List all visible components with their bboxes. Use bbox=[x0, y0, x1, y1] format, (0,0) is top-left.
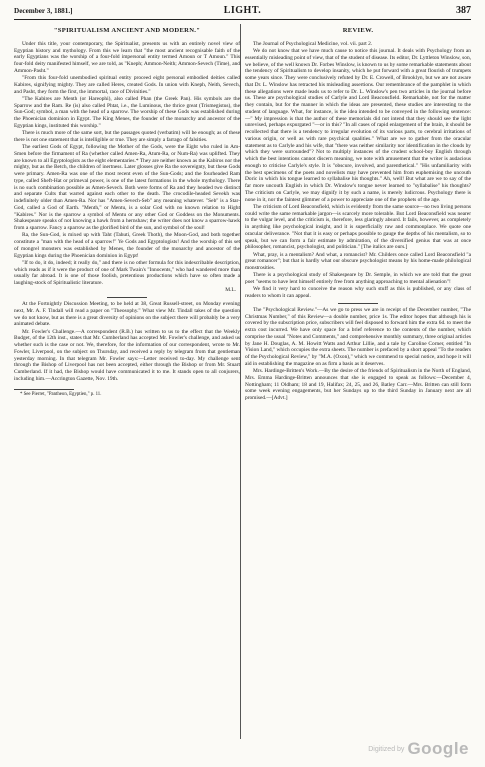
section-separator bbox=[338, 303, 378, 304]
news-note: Mr. Fowler's Challenge.—A correspondent (R.B.) has written to us to the effect that the Weekly Budget, of the 12th inst., states that Mr. Cumberland has accepted Mr. Fowler's challenge, and asked us whether such is the case or not. We, therefore, for the information of our correspondent, wrote to Mr. Fowler, Liverpool, on the subject on Thursday, and received a reply by telegram from that gentleman yesterday morning. In that telegram Mr. Fowler says:—Letter received to-day. My challenge sent through the Bishop of Liverpool has not been accepted, either through the Bishop or from Mr. Stuart Cumberland. If it had, the Bishop would have communicated it to me. It stands open to all conjurers, including him.—Accrington Gazette, Nov. 19th. bbox=[14, 328, 240, 382]
publication-title: LIGHT. bbox=[223, 5, 262, 16]
footnote: * See Pierret, "Pantheon, Egyptien," p. 11. bbox=[20, 391, 102, 397]
right-column bbox=[245, 24, 471, 402]
article-paragraph: Under this title, your contemporary, the Spiritualist, presents us with an entirely novel view of Egyptian history and mythology. From this we learn that "the most ancient recognisable faith of the early Egyptians was the worship of a four-fold impersonal entity termed Amoun or T Amoun." This four-fold deity manifested himself, we are told, as "Kneph; Ammon-Neith; Ammon-Sevech (Time), and Ammon-Pasht." bbox=[14, 40, 240, 74]
header-rule bbox=[14, 19, 471, 20]
left-column bbox=[14, 24, 240, 399]
news-note: At the Fortnightly Discussion Meeting, to be held at 38, Great Russell-street, on Monday evening next, Mr. A. F. Tindall will read a paper on "Theosophy." What view Mr. Tindall takes of the question we do not know, but as there is a great diversity of opinions on the subject there will probably be a very animated debate. bbox=[14, 301, 240, 328]
column-divider bbox=[240, 24, 241, 739]
article-paragraph: "If to do, it do, indeed; it really do," and there is no other formula for this indescribable description, which reads as if it were the product of one of Mark Twain's "Innocents," who had wandered more than usually far abroad. It is one of those foolish, pretentious productions which have so often made a laughing-stock of Spiritualistic literature. bbox=[14, 259, 240, 286]
watermark-brand: Google bbox=[407, 739, 469, 758]
review-paragraph: We do not know that we have much cause to notice this journal. It deals with Psychology from an essentially misleading point of view, that of the student of disease. Its editor, Dr. Lyttleton Winslow, son, we believe, of the well known Dr. Forbes Winslow, is known to us by some remarkable statements about the tendency of Spiritualism to develop insanity, which he put forward with a great flourish of trumpets some years since. They were conclusively refuted by Dr. E. Crowell, of Brooklyn, but we are not aware that Dr. L. Winslow has retracted his misleading assertions. Our remembrance of the pamphlet in which these allegations were made leads us to refer to Dr. L. Winslow's pen two articles in the journal before us. These are psychological studies of Carlyle and Lord Beaconsfield. Remarkable, not for the matter they contain, but for the manner in which the ideas are presented, these studies are interesting to the student of language. What, for instance, is the idea intended to be conveyed in the following sentence:—" My impression is that the author of these memorials did not intend that they should see the light unrevised, perhaps expurgated "—or in this? "In all cases of rapid enlargement of the brain, it should be recollected that there is a tendency to irregular evolution of its various parts, to cerebral irritations of various origin, or well as with rare psychical qualities." What are we to gather from the oracular statement as to Carlyle and his wife, that "there was neither similarity nor identification in the clouds by which they were surrounded"? Not to multiply instances of the crudest school-boy English through which the best intentions cannot discern meaning, we note with amusement that the writer is audacious enough to criticise Carlyle's style. It is "obscure, involved, and parenthetical." "His unfamiliarity with the best specimens of the poets and novelists may have prevented him from euphemising the uncouth Doric in which his tongue learned to syllabalise his thoughts." Ah, well! But what are we to say of the far more uncouth English in which Dr. Winslow's tongue never learned to "syllabalise" his thoughts? The criticism on Carlyle, we may dignify it by such a name, is merely ludicrous. Psychology there is none in it, nor the faintest glimmer of a power to appreciate one of the prophets of the age. bbox=[245, 48, 471, 203]
review-paragraph: The Journal of Psychological Medicine, vol. vii. part 2. bbox=[253, 40, 373, 47]
news-note: The "Psychological Review."—As we go to press we are in receipt of the December number, "The Christmas Number," of this Review—a double number, price 1s. The editor hopes that although his is covered by the subscription price, subscribers will feel disposed to forward him the extra 6d. to meet the extra cost incurred. We have only space for a brief reference to the contents of the number, which comprise the usual "Notes and Comments," and comprehensive monthly summary, three original articles by Jane H. Douglas, A. M. Howitt Watts and Arthur Lillie, and a tale by Caroline Corner, entitled "In Vision Land," which occupies the extra sheets. The number is prefaced by a short appeal "To the readers of the Psychological Review," by "M.A. (Oxon)," which we commend to special notice, and hope it will aid in establishing the magazine on as firm a basis as it deserves. bbox=[245, 306, 471, 367]
article-paragraph: The earliest Gods of Egypt, following the Mother of the Gods, were the Eight who ruled in Am-Smen before the firmament of Ra (whether called Amen-Ra, Atum-Ra, or Num-Ra) was uplifted. They are known to all Egyptologists as the eight elementaries.* They are neither known as the Kabiros nor the mighty, but as the Betch, the children of inertness. Later glosses give Ra the sovereignty, but these Gods were primary. Amen-Ra was one of the most recent even of the Sun-Gods; and the fourheaded Ram type, called Sheft-Hat or primeval power, is one of the latest formations in the whole mythology. There is no such combination possible as Amen-Sevech. Both were forms of Ra and they headed two distinct and separate Cults that warred against each other to the death. The crocodile-headed Sevekh was indefinitely older than Amen-Ra. Nor has "Amen-Sevech-Seb" any meaning whatever. "Seb" is a Star-God, called a God of Earth. "Menth," or Mentu, is a solar God with no known relation to Hight "Kabires." Nor is the sparrow a symbol of Mentu or any other God or Goddess on the Monuments. Shakespeare speaks of not knowing a hawk from a hernshaw; the writer does not know a sparrow-hawk from a sparrow. Fancy a sparrow as the glorified bird of the sun, and symbol of the soul! bbox=[14, 144, 240, 231]
article-signature: M.L. bbox=[225, 287, 236, 294]
watermark-prefix: Digitized by bbox=[368, 745, 405, 753]
footnote-rule bbox=[14, 389, 74, 390]
article-paragraph: Ra, the Sun-God, is mixed up with Taht (Tahuti, Greek Thoth), the Moon-God, and both together constitute a "man with the head of a sparrow!" Ye Gods and Egyptologists! And the worship of this set of mongrel monsters was established by Menes, the founder of the monarchy and ancestor of the Egyptian kings during the Phoenician dominion in Egypt! bbox=[14, 232, 240, 259]
issue-date: December 3, 1881.] bbox=[14, 7, 73, 15]
review-heading: REVIEW. bbox=[342, 27, 374, 34]
review-paragraph: What, pray, is a mentalism? And what, a romancist? Mr. Childers once called Lord Beaconsfield "a great romancer"; but that is hardly what our obscure psychologist means by his home-made philological monstrosities. bbox=[245, 251, 471, 271]
article-paragraph: There is much more of the same sort, but the passages quoted (verbatim) will be enough; as of these there is not one statement that is intelligible or true. They are simply a farrago of falsities. bbox=[14, 130, 240, 143]
section-separator bbox=[107, 297, 147, 298]
page-header bbox=[14, 5, 471, 19]
article-paragraph: "From this four-fold unembodied spiritual entity proceed eight personal embodied deities called Kabires, signifying mighty. They are called Heres, created Gods. In union with Kneph, Neith, Sevech, and Pasht, they form the first, the immortal, race of Divinities." bbox=[14, 75, 240, 95]
review-paragraph: There is a psychological study of Shakespeare by Dr. Semple, in which we are told that the great poet "seems to have lent himself entirely free from anything approaching to mental alienation"! bbox=[245, 272, 471, 285]
digitization-watermark bbox=[368, 739, 469, 759]
page-number: 387 bbox=[456, 5, 471, 16]
article-heading: "SPIRITUALISM ANCIENT AND MODERN." bbox=[53, 27, 201, 34]
article-paragraph: "The Kabires are Menth (or Hareophi), also called Phan (the Greek Pan). His symbols are the Sparrow and the Ram. Re (is) also called Phtat, i.e., the Luminous, the thrice great (Trismegistus), the Sun-God; symbol, a man with the head of a sparrow. The worship of these Gods was established during the Phoenician dominion in Egypt. The King Menes, the founder of the monarchy and ancestor of the Egyptian kings, instituted this worship." bbox=[14, 95, 240, 129]
news-note: Mrs. Hardinge-Britten's Work.—By the desire of the friends of Spiritualism in the North of England, Mrs. Emma Hardinge-Britten announces that she is engaged to speak as follows:—December 4, Nottingham; 11 Oldham; 18 and 19, Halifax; 24, 25, and 26, Batley Carr.—Mrs. Britten can still form some week evening engagements, but her Sundays up to the third Sunday in January next are all promised.—[Advt.] bbox=[245, 368, 471, 401]
review-paragraph: The criticism of Lord Beaconsfield, which is evidently from the same source—no two living persons could write the same remarkable jargon—is scarcely more tolerable. But Lord Beaconsfield was nearer to the vulgar level, and the criticism is, therefore, less glaringly absurd. It fails, however, as completely in anything like psychological insight, and it is superficially raw and commonplace. We quote one oracular deliverance. "Not that it is easy or perhaps possible to gauge the depths of his mentalism, so to speak, but we can form a fair estimate by admiration, of the diversified genius that was at once philosopher, romancist, psychologist, and politician." [The italics are ours.] bbox=[245, 203, 471, 251]
review-paragraph: We find it very hard to conceive the reason why such stuff as this is published, or any class of readers to whom it can appeal. bbox=[245, 286, 471, 299]
